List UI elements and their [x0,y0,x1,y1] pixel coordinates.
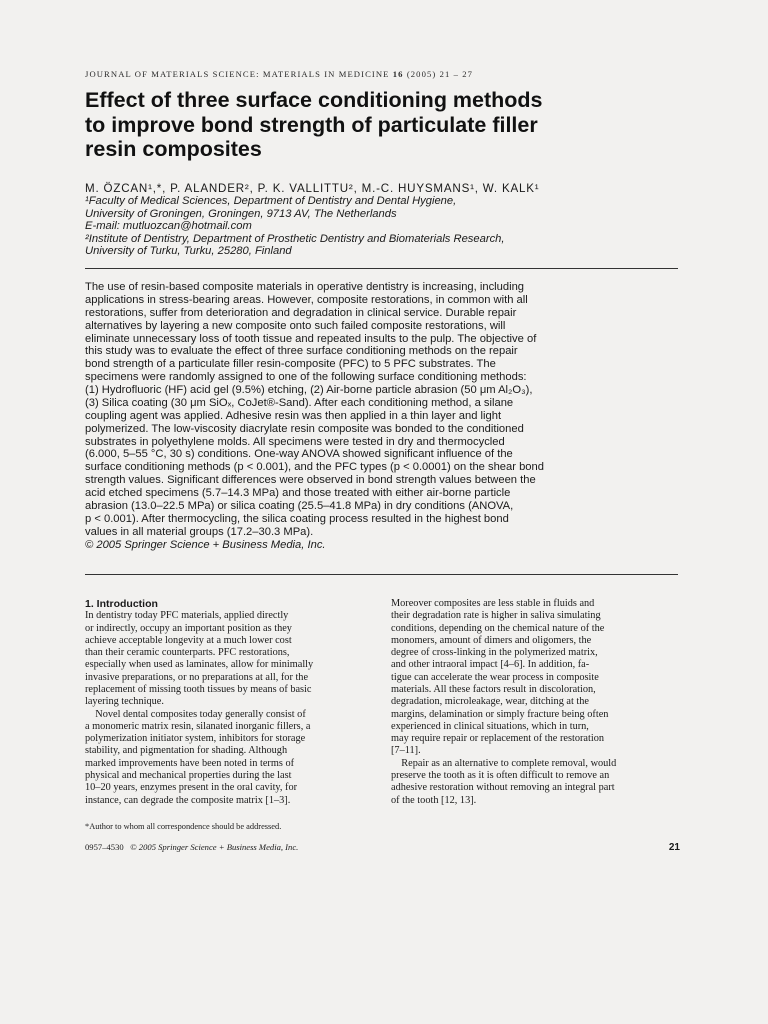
body-line: conditions, depending on the chemical nature of the [391,622,605,634]
body-line: experienced in clinical situations, which in turn, [391,720,589,732]
abstract-line: bond strength of a particulate filler resin-composite (PFC) to 5 PFC substrates. The [85,358,496,371]
abstract-line: this study was to evaluate the effect of three surface conditioning methods on the repair [85,345,518,358]
body-line: degradation, microleakage, wear, ditching at the [391,696,590,708]
journal-header [85,69,685,79]
body-line: or indirectly, occupy an important position as they [85,622,292,634]
abstract-top-rule [85,268,678,269]
affiliation-line: ¹Faculty of Medical Sciences, Department of Dentistry and Dental Hygiene, [85,195,457,207]
body-line: invasive preparations, or no preparations at all, for the [85,671,309,683]
body-line: margins, delamination or simply fracture being often [391,708,609,720]
body-line: degree of cross-linking in the polymerized matrix, [391,647,598,659]
abstract-line: applications in stress-bearing areas. However, composite restorations, in common with all [85,293,528,306]
affiliation-line: ²Institute of Dentistry, Department of Prosthetic Dentistry and Biomaterials Research, [85,232,505,245]
abstract [85,281,681,551]
body-line: Moreover composites are less stable in fluids and [391,598,595,609]
body-line: Repair as an alternative to complete removal, would [391,757,617,769]
journal-name: JOURNAL OF MATERIALS SCIENCE: MATERIALS IN MEDICINE [85,69,390,79]
abstract-line: strength values. Significant differences were observed in bond strength values between the [85,474,536,487]
article-title [85,88,685,162]
abstract-line: values in all material groups (17.2–30.3 MPa). [85,525,314,538]
abstract-line: alternatives by layering a new composite onto such failed composite restorations, will [85,319,506,332]
body-line: a monomeric matrix resin, silanated inorganic fillers, a [85,720,311,732]
abstract-line: coupling agent was applied. Adhesive resin was then applied in a thin layer and light [85,409,502,422]
body-line: achieve acceptable longevity at a much lower cost [85,634,292,646]
abstract-line: acid etched specimens (5.7–14.3 MPa) and those treated with either air-borne particle [85,487,511,499]
body-line: and other intraoral impact [4–6]. In addition, fa- [391,659,590,671]
body-line: In dentistry today PFC materials, applied directly [85,610,289,622]
body-line: Novel dental composites today generally consist of [85,708,306,720]
abstract-line: (3) Silica coating (30 μm SiOₓ, CoJet®-Sand). After each conditioning method, a silane [85,396,514,409]
body-line: of the tooth [12, 13]. [391,794,477,806]
abstract-line: abrasion (13.0–22.5 MPa) or silica coating (25.5–41.8 MPa) in dry conditions (ANOVA, [85,499,514,512]
section-heading: 1. Introduction [85,598,158,610]
abstract-line: substrates in polyethylene molds. All specimens were tested in dry and thermocycled [85,435,505,448]
abstract-line: The use of resin-based composite materials in operative dentistry is increasing, including [85,281,525,293]
journal-volume: 16 [392,69,404,79]
page-footer [85,842,680,852]
body-line: adhesive restoration without removing an integral part [391,782,615,794]
author-list: M. ÖZCAN¹,*, P. ALANDER², P. K. VALLITTU², M.-C. HUYSMANS¹, W. KALK¹ [85,182,540,195]
abstract-line: eliminate unnecessary loss of tooth tissue and repeated insults to the pulp. The objective of [85,332,537,345]
abstract-line: polymerized. The low-viscosity diacrylate resin composite was bonded to the conditioned [85,422,524,435]
abstract-bottom-rule [85,574,678,575]
abstract-line: p < 0.001). After thermocycling, the silica coating process resulted in the highest bond [85,512,509,525]
title-line: to improve bond strength of particulate filler [85,112,538,137]
left-column [85,598,373,807]
body-line: tigue can accelerate the wear process in composite [391,671,599,683]
email-line: E-mail: mutluozcan@hotmail.com [85,220,252,233]
journal-year-pages: (2005) 21 – 27 [406,69,474,79]
body-line: stability, and pigmentation for shading. Although [85,745,288,757]
body-line: instance, can degrade the composite matrix [1–3]. [85,794,291,806]
body-line: marked improvements have been noted in terms of [85,757,295,769]
body-line: replacement of missing tooth tissues by means of basic [85,683,312,695]
abstract-line: specimens were randomly assigned to one of the following surface conditioning methods: [85,371,527,384]
body-line: layering technique. [85,696,164,708]
affiliations [85,195,685,258]
body-line: materials. All these factors result in discoloration, [391,683,596,695]
body-line: than their ceramic counterparts. PFC restorations, [85,647,290,659]
abstract-line: (1) Hydrofluoric (HF) acid gel (9.5%) etching, (2) Air-borne particle abrasion (50 μm Al₂O₃), [85,384,533,396]
body-line: especially when used as laminates, allow for minimally [85,659,314,671]
right-column [391,598,679,807]
affiliation-line: University of Groningen, Groningen, 9713 AV, The Netherlands [85,207,397,220]
body-line: [7–11]. [391,745,421,757]
title-line: resin composites [85,137,262,161]
issn: 0957–4530 [85,842,124,852]
abstract-copyright: © 2005 Springer Science + Business Media, Inc. [85,538,326,551]
body-line: monomers, amount of dimers and oligomers, the [391,634,592,646]
abstract-line: (6.000, 5–55 °C, 30 s) conditions. One-way ANOVA showed significant influence of the [85,448,513,461]
abstract-line: surface conditioning methods (p < 0.001), and the PFC types (p < 0.0001) on the shear bond [85,461,544,474]
page-number: 21 [668,842,680,853]
abstract-line: restorations, suffer from deterioration and degradation in clinical service. Durable repair [85,306,517,319]
body-line: preserve the tooth as it is often difficult to remove an [391,769,610,781]
body-line: may require repair or replacement of the restoration [391,733,604,745]
body-line: 10–20 years, enzymes present in the oral cavity, for [85,782,298,794]
title-line: Effect of three surface conditioning methods [85,88,543,112]
body-line: their degradation rate is higher in saliva simulating [391,610,601,622]
body-line: physical and mechanical properties during the last [85,769,292,781]
affiliation-line: University of Turku, Turku, 25280, Finland [85,245,292,258]
footer-copyright: © 2005 Springer Science + Business Media, Inc. [130,842,299,852]
body-line: polymerization initiator system, inhibitors for storage [85,733,306,745]
correspondence-footnote: *Author to whom all correspondence should be addressed. [85,822,282,831]
